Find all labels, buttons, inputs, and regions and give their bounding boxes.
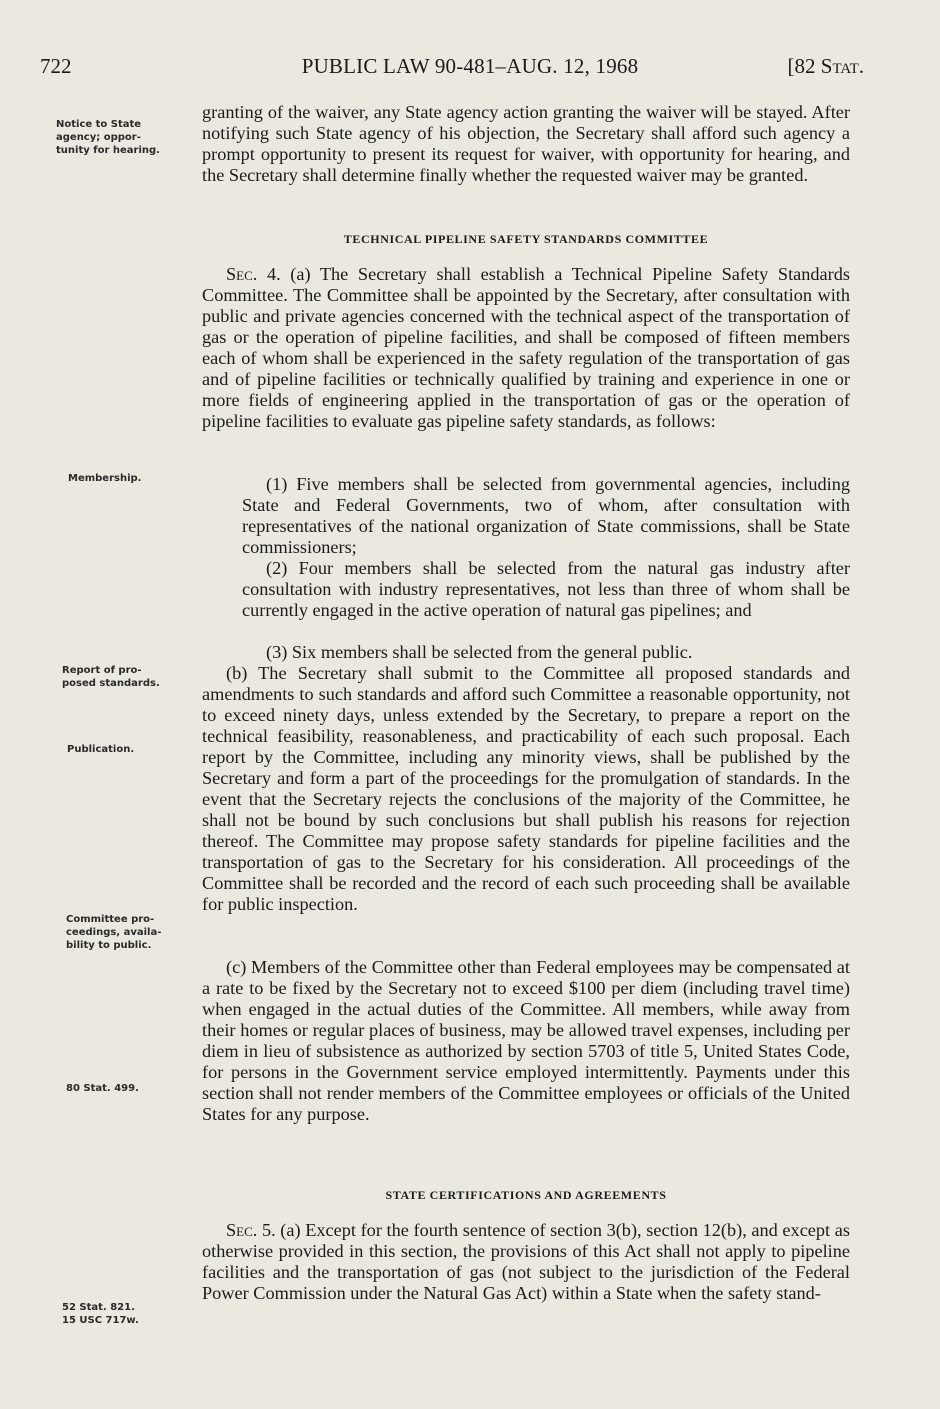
stat-suffix: . [858,54,864,78]
margin-note-80-stat [66,1082,196,1095]
running-title: PUBLIC LAW 90-481–AUG. 12, 1968 [301,54,639,78]
margin-note-line: 15 USC 717w. [62,1315,139,1326]
heading-technical-committee: TECHNICAL PIPELINE SAFETY STANDARDS COMMITTEE [343,232,709,246]
margin-note-line: Report of pro- [62,665,142,676]
heading-state-certifications: STATE CERTIFICATIONS AND AGREEMENTS [385,1188,667,1202]
paragraph-waiver: granting of the waiver, any State agency action granting the waiver will be stayed. After notifying such State agency of his objection, the Secretary shall afford such agency a prompt opportunity to present its request for waiver, with opportunity for hearing, and the Secretary shall determine finally whether the requested waiver may be granted. [202,102,850,185]
margin-note-line: Notice to State [56,119,142,130]
margin-note-line: ceedings, availa- [66,927,162,938]
margin-note-line: bility to public. [66,940,152,951]
margin-note-line: tunity for hearing. [56,145,160,156]
margin-note-report [62,664,192,690]
page-header [0,54,940,84]
paragraph-item-1: (1) Five members shall be selected from governmental agencies, including State and Federal Governments, two of whom, after consultation with representatives of the national organization of State commissions, shall be State commissioners; [242,474,850,557]
stat-prefix: [82 [787,54,821,78]
paragraph-sec4-a [202,264,850,432]
margin-note-notice [56,118,186,157]
sec4-a-text: (a) The Secretary shall establish a Technical Pipeline Safety Standards Committee. The Committee shall be appointed by the Secretary, after consultation with public and private agencies concerned with the technical aspect of the transportation of gas or the operation of pipeline facilities, and shall be composed of fifteen members each of whom shall be experienced in the safety regulation of the transportation of gas and of pipeline facilities or technically qualified by training and experience in one or more fields of engineering applied in the transportation of gas or the operation of pipeline facilities to evaluate gas pipeline safety standards, as follows: [202,264,851,431]
page-number: 722 [40,54,72,78]
margin-note-line: 80 Stat. 499. [66,1083,139,1094]
margin-note-line: 52 Stat. 821. [62,1302,135,1313]
margin-note-committee [66,913,196,952]
margin-note-membership [68,472,198,485]
margin-note-publication [67,743,197,756]
margin-note-line: Publication. [67,744,135,755]
section-label: Sec. 5. [226,1220,276,1240]
paragraph-sec5-a [202,1220,850,1304]
paragraph-item-3: (3) Six members shall be selected from the general public. [266,642,693,662]
margin-note-52-stat [62,1301,192,1327]
margin-note-line: Membership. [68,473,142,484]
paragraph-item-2: (2) Four members shall be selected from the natural gas industry after consultation with industry representatives, not less than three of whom shall be currently engaged in the active operation of natural gas pipelines; and [242,558,850,620]
section-label: Sec. 4. [226,264,281,284]
statute-volume [788,54,864,79]
paragraph-sec4-c: (c) Members of the Committee other than Federal employees may be compensated at a rate to be fixed by the Secretary not to exceed $100 per diem (including travel time) when engaged in the actual duties of the Committee. All members, while away from their homes or regular places of business, may be allowed travel expenses, including per diem in lieu of subsistence as authorized by section 5703 of title 5, United States Code, for persons in the Government service employed intermittently. Payments under this section shall not render members of the Committee employees or officials of the United States for any purpose. [202,957,850,1124]
stat-word: Stat [820,54,859,78]
sec5-a-text: (a) Except for the fourth sentence of section 3(b), section 12(b), and except as otherwise provided in this section, the provisions of this Act shall not apply to pipeline facilities and the transportation of gas (not subject to the jurisdiction of the Federal Power Commission under the Natural Gas Act) within a State when the safety stand- [202,1220,850,1303]
paragraph-sec4-b: (b) The Secretary shall submit to the Committee all proposed standards and amendments to such standards and afford such Committee a reasonable opportunity, not to exceed ninety days, unless extended by the Secretary, to prepare a report on the technical feasibility, reasonableness, and practicability of each such proposal. Each report by the Committee, including any minority views, shall be published by the Secretary and form a part of the proceedings for the promulgation of standards. In the event that the Secretary rejects the conclusions of the majority of the Committee, he shall not be bound by such conclusions but shall publish his reasons for rejection thereof. The Committee may propose safety standards for pipeline facilities and the transportation of gas to the Secretary for his consideration. All proceedings of the Committee shall be recorded and the record of each such proceeding shall be available for public inspection. [202,663,850,914]
margin-note-line: posed standards. [62,678,160,689]
margin-note-line: agency; oppor- [56,132,141,143]
margin-note-line: Committee pro- [66,914,155,925]
